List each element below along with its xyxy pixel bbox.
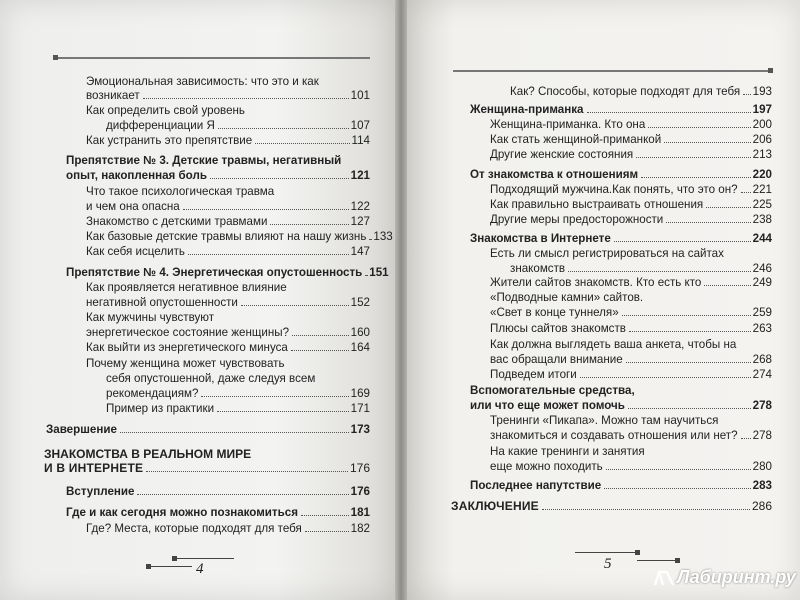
toc-entry-title: Как базовые детские травмы влияют на нашу жизнь — [86, 230, 367, 243]
toc-entry[interactable] — [490, 353, 772, 366]
toc-line: Как проявляется негативное влияние — [86, 281, 287, 294]
toc-entry-page: 122 — [350, 200, 370, 213]
footer-rule — [150, 566, 192, 567]
toc-entry[interactable] — [86, 341, 370, 354]
toc-entry-title: еще можно походить — [490, 460, 603, 473]
toc-entry-title: знакомиться и создавать отношения или нет? — [490, 429, 738, 442]
toc-entry-title: и чем она опасна — [86, 200, 180, 213]
toc-entry-page: 220 — [752, 168, 772, 181]
book-gutter — [395, 0, 407, 600]
toc-entry-title: Знакомства в Интернете — [470, 232, 611, 245]
watermark-text: Лабиринт.ру — [677, 567, 796, 587]
toc-entry-page: 246 — [752, 262, 772, 275]
toc-entry-page: 133 — [373, 230, 393, 243]
toc-entry-title: Другие меры предосторожности — [490, 213, 664, 226]
toc-entry[interactable] — [490, 213, 772, 226]
toc-entry-page: 147 — [350, 245, 370, 258]
toc-entry-page: 280 — [752, 460, 772, 473]
toc-entry[interactable] — [490, 183, 772, 196]
toc-entry-title: Как выйти из энергетического минуса — [86, 341, 288, 354]
toc-entry-title: или что еще может помочь — [470, 399, 625, 412]
toc-entry-title: рекомендациям? — [106, 387, 199, 400]
toc-entry-page: 221 — [752, 183, 772, 196]
toc-entry-title: Жители сайтов знакомств. Кто есть кто — [490, 276, 702, 289]
toc-entry-page: 176 — [349, 461, 370, 475]
toc-entry[interactable] — [490, 198, 772, 211]
toc-line: Препятствие № 3. Детские травмы, негативный — [66, 154, 342, 167]
toc-entry-page: 274 — [752, 368, 772, 381]
toc-entry[interactable] — [86, 326, 370, 339]
toc-entry-page: 213 — [752, 148, 772, 161]
toc-entry-title: знакомств — [510, 262, 566, 275]
footer-rule — [575, 552, 637, 553]
page-number: 5 — [604, 556, 612, 572]
toc-entry-page: 182 — [350, 522, 370, 535]
toc-entry-title: Как стать женщиной-приманкой — [490, 133, 662, 146]
toc-line: Как мужчины чувствуют — [86, 311, 215, 324]
toc-entry-title: Как устранить это препятствие — [86, 134, 253, 147]
toc-entry[interactable] — [470, 168, 772, 181]
toc-entry[interactable] — [86, 215, 370, 228]
toc-line: «Подводные камни» сайтов. — [490, 291, 644, 304]
toc-entry[interactable] — [86, 230, 393, 243]
toc-entry-page: 268 — [752, 353, 772, 366]
toc-line: Что такое психологическая травма — [86, 185, 275, 198]
toc-entry-page: 121 — [350, 169, 370, 182]
toc-line: Почему женщина может чувствовать — [86, 357, 285, 370]
toc-entry-page: 107 — [350, 119, 370, 132]
toc-entry-title: Где? Места, которые подходят для тебя — [86, 522, 302, 535]
watermark-logo — [654, 567, 796, 588]
toc-entry[interactable] — [86, 245, 370, 258]
toc-entry[interactable] — [470, 399, 772, 412]
toc-line: Эмоциональная зависимость: что это и как — [86, 75, 319, 88]
toc-entry-page: 181 — [350, 506, 370, 519]
footer-dot — [635, 550, 640, 555]
toc-entry[interactable] — [470, 479, 772, 492]
toc-entry-title: дифференциации Я — [106, 119, 215, 132]
toc-entry-title: Как? Способы, которые подходят для тебя — [510, 85, 741, 98]
toc-entry[interactable] — [86, 134, 370, 147]
toc-entry[interactable] — [490, 276, 772, 289]
toc-entry-title: опыт, накопленная боль — [66, 169, 207, 182]
toc-entry[interactable] — [106, 402, 370, 415]
right-page — [407, 0, 800, 600]
toc-entry-page: 197 — [752, 103, 772, 116]
toc-entry-page: 151 — [369, 266, 389, 279]
toc-entry-title: Плюсы сайтов знакомств — [490, 322, 626, 335]
toc-line: Как определить свой уровень — [86, 104, 245, 117]
toc-entry-title: «Свет в конце туннеля» — [490, 306, 619, 319]
toc-entry-title: Последнее напутствие — [470, 479, 602, 492]
header-rule — [55, 57, 370, 59]
toc-entry-title: ЗАКЛЮЧЕНИЕ — [451, 499, 539, 513]
toc-entry-page: 173 — [350, 423, 370, 436]
footer-dot — [146, 564, 151, 569]
toc-entry[interactable] — [66, 266, 389, 279]
header-rule-dot — [53, 55, 58, 60]
toc-line: себя опустошенной, даже следуя всем — [106, 372, 316, 385]
footer-rule — [637, 560, 677, 561]
toc-line: Есть ли смысл регистрироваться на сайтах — [490, 247, 724, 260]
toc-entry-page: 152 — [350, 296, 370, 309]
toc-entry[interactable] — [86, 296, 370, 309]
toc-entry-page: 114 — [351, 134, 370, 147]
toc-entry[interactable] — [490, 429, 772, 442]
footer-rule — [174, 558, 234, 559]
toc-entry[interactable] — [490, 460, 772, 473]
toc-entry[interactable] — [86, 200, 370, 213]
toc-entry[interactable] — [106, 119, 370, 132]
toc-section-entry[interactable] — [451, 500, 772, 513]
toc-entry-page: 238 — [752, 213, 772, 226]
toc-entry-page: 225 — [752, 198, 772, 211]
toc-entry[interactable] — [66, 485, 370, 498]
toc-entry[interactable] — [66, 506, 370, 519]
toc-entry[interactable] — [510, 85, 772, 98]
toc-entry-title: возникает — [86, 89, 140, 102]
toc-entry[interactable] — [86, 522, 370, 535]
toc-entry-page: 169 — [350, 387, 370, 400]
toc-entry-title: Препятствие № 4. Энергетическая опустошенность — [66, 266, 363, 279]
toc-entry-title: негативной опустошенности — [86, 296, 238, 309]
toc-entry-title: Другие женские состояния — [490, 148, 634, 161]
header-rule-dot — [768, 68, 773, 73]
toc-entry-page: 263 — [752, 322, 772, 335]
toc-entry-title: Женщина-приманка — [470, 103, 584, 116]
toc-section-line: ЗНАКОМСТВА В РЕАЛЬНОМ МИРЕ — [44, 447, 252, 461]
toc-entry[interactable] — [46, 423, 370, 436]
left-page — [0, 0, 395, 600]
toc-entry[interactable] — [490, 148, 772, 161]
toc-entry-title: Завершение — [46, 423, 117, 436]
toc-line: Как должна выглядеть ваша анкета, чтобы на — [490, 338, 737, 351]
toc-entry-title: Вступление — [66, 485, 135, 498]
page-number: 4 — [196, 561, 204, 577]
toc-entry-page: 244 — [752, 232, 772, 245]
toc-entry-page: 127 — [350, 215, 370, 228]
toc-entry-title: Женщина-приманка. Кто она — [490, 118, 646, 131]
toc-entry-page: 206 — [752, 133, 772, 146]
toc-entry[interactable] — [106, 387, 370, 400]
toc-entry-page: 286 — [751, 499, 772, 513]
toc-line: Тренинги «Пикапа». Можно там научиться — [490, 414, 719, 427]
toc-line: Вспомогательные средства, — [470, 384, 635, 397]
toc-entry[interactable] — [490, 118, 772, 131]
toc-entry-title: Как себя исцелить — [86, 245, 185, 258]
toc-entry-title: От знакомства к отношениям — [470, 168, 639, 181]
toc-entry-title: энергетическое состояние женщины? — [86, 326, 290, 339]
toc-entry-page: 283 — [752, 479, 772, 492]
toc-entry-title: Где и как сегодня можно познакомиться — [66, 506, 298, 519]
toc-entry[interactable] — [470, 103, 772, 116]
toc-entry-title: Подведем итоги — [490, 368, 577, 381]
toc-entry[interactable] — [86, 89, 370, 102]
toc-entry-page: 278 — [752, 429, 772, 442]
toc-entry-page: 193 — [752, 85, 772, 98]
header-rule — [453, 70, 771, 72]
toc-entry-page: 171 — [350, 402, 370, 415]
toc-entry-title: Знакомство с детскими травмами — [86, 215, 268, 228]
toc-entry[interactable] — [490, 322, 772, 335]
toc-entry-page: 249 — [752, 276, 772, 289]
toc-entry[interactable] — [490, 368, 772, 381]
toc-section-entry[interactable] — [44, 462, 370, 475]
toc-entry-page: 259 — [752, 306, 772, 319]
toc-entry[interactable] — [66, 169, 370, 182]
toc-entry-title: Как правильно выстраивать отношения — [490, 198, 704, 211]
toc-entry[interactable] — [490, 306, 772, 319]
toc-entry-page: 164 — [350, 341, 370, 354]
toc-entry-title: вас обращали внимание — [490, 353, 623, 366]
toc-entry-title: Пример из практики — [106, 402, 215, 415]
toc-line: На какие тренинги и занятия — [490, 445, 645, 458]
footer-dot — [172, 556, 177, 561]
toc-entry[interactable] — [490, 133, 772, 146]
toc-entry-page: 200 — [752, 118, 772, 131]
labyrinth-icon — [654, 570, 674, 586]
toc-entry-page: 278 — [752, 399, 772, 412]
toc-entry-page: 101 — [350, 89, 370, 102]
toc-entry[interactable] — [470, 232, 772, 245]
toc-entry-title: И В ИНТЕРНЕТЕ — [44, 461, 144, 475]
toc-entry-title: Подходящий мужчина.Как понять, что это он? — [490, 183, 738, 196]
toc-entry-page: 176 — [350, 485, 370, 498]
toc-entry[interactable] — [510, 262, 772, 275]
footer-dot — [675, 558, 680, 563]
toc-entry-page: 160 — [350, 326, 370, 339]
